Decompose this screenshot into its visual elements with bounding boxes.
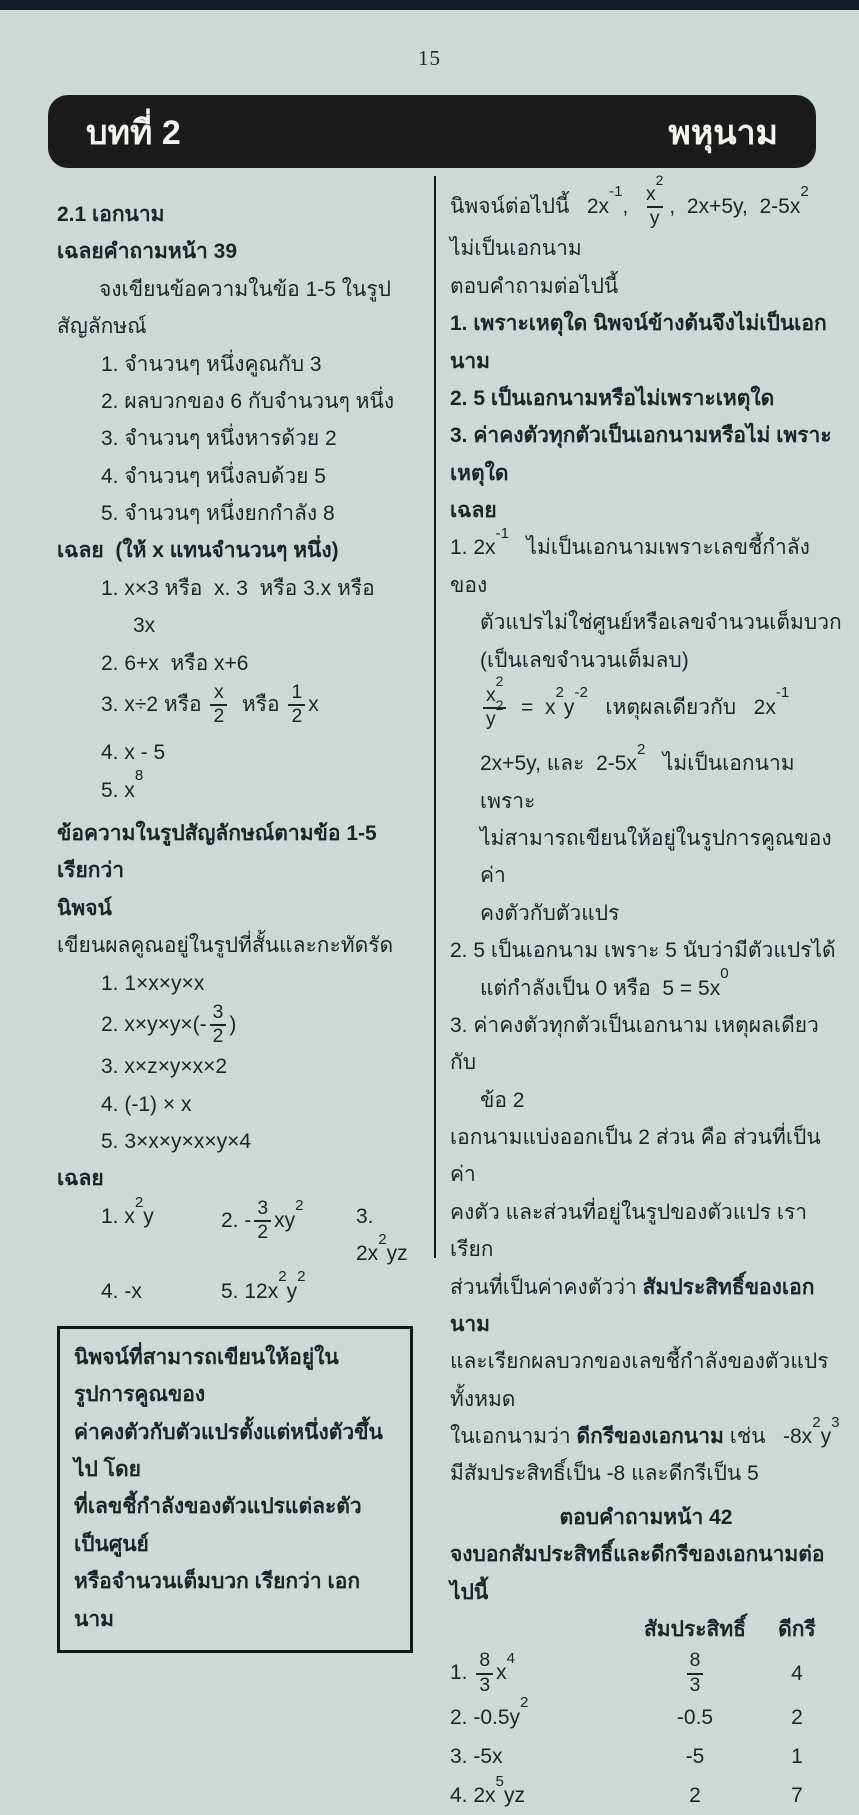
product-answer: 4. -x xyxy=(101,1279,142,1303)
answer-line: 4. x - 5 xyxy=(101,741,166,765)
product-answer: 3. $2x^2yz$ xyxy=(356,1204,408,1266)
answer-line: 3. ค่าคงตัวทุกตัวเป็นเอกนาม เหตุผลเดียวกับ xyxy=(450,1013,819,1075)
answer-line: ข้อ 2 xyxy=(480,1088,525,1112)
coefficient-value: $\frac{8}{3}$ xyxy=(638,1650,752,1696)
product-item: 4. (-1) × x xyxy=(101,1092,192,1116)
definition-line: หรือจำนวนเต็มบวก เรียกว่า เอกนาม xyxy=(74,1570,361,1631)
question-item: 2. 5 เป็นเอกนามหรือไม่เพราะเหตุใด xyxy=(450,386,775,410)
table-row xyxy=(450,1694,842,1736)
table-row xyxy=(450,1738,842,1775)
note-line: นิพจน์ xyxy=(57,896,112,920)
column-header-degree: ดีกรี xyxy=(778,1617,816,1641)
header-spacer xyxy=(450,1611,638,1648)
definition-line: ค่าคงตัวกับตัวแปรตั้งแต่หนึ่งตัวขึ้นไป โดย xyxy=(74,1420,383,1482)
table-row xyxy=(450,1773,842,1814)
product-instruction: เขียนผลคูณอยู่ในรูปที่สั้นและกะทัดรัด xyxy=(57,934,394,958)
paragraph-line: ส่วนที่เป็นค่าคงตัวว่า สัมประสิทธิ์ของเอกนาม xyxy=(450,1275,815,1336)
paragraph-line: มีสัมประสิทธิ์เป็น -8 และดีกรีเป็น 5 xyxy=(450,1462,759,1486)
monomial-expression: 2. $-0.5y^2$ xyxy=(450,1694,529,1729)
left-column xyxy=(57,196,425,1653)
answer-line: $\frac{x^2}{y^2}$ = $x^2y^{-2}$ เหตุผลเดียวกับ $2x^{-1}$ xyxy=(450,685,842,731)
definition-line: ที่เลขชี้กำลังของตัวแปรแต่ละตัวเป็นศูนย์ xyxy=(74,1495,362,1556)
chapter-label: บทที่ 2 xyxy=(86,113,181,152)
exercise-item: 2. ผลบวกของ 6 กับจำนวนๆ หนึ่ง xyxy=(101,389,395,413)
exercise-item: 1. จำนวนๆ หนึ่งคูณกับ 3 xyxy=(101,352,322,376)
chapter-title: พหุนาม xyxy=(668,113,778,152)
degree-value: 4 xyxy=(791,1661,803,1685)
intro-line: นิพจน์ต่อไปนี้ $2x^{-1}$, $\frac{x^2}{y}$ , 2x+5y, $2-5x^2$ xyxy=(450,171,809,230)
product-answer: 5. $12x^2y^2$ xyxy=(221,1268,306,1303)
monomial-expression: 3. -5x xyxy=(450,1745,503,1769)
answer-line: 2x+5y, และ $2-5x^2$ ไม่เป็นเอกนามเพราะ xyxy=(480,741,795,813)
coefficient-degree-table xyxy=(450,1611,842,1815)
degree-value: 2 xyxy=(791,1705,803,1729)
question-item: 3. ค่าคงตัวทุกตัวเป็นเอกนามหรือไม่ เพราะเหตุใด xyxy=(450,424,832,485)
question-item: 1. เพราะเหตุใด นิพจน์ข้างต้นจึงไม่เป็นเอกนาม xyxy=(450,312,827,373)
product-answer: 1. $x^2y$ xyxy=(101,1193,154,1228)
column-divider xyxy=(434,176,436,1258)
answer-line: ตัวแปรไม่ใช่ศูนย์หรือเลขจำนวนเต็มบวก xyxy=(480,611,842,635)
answer-line: (เป็นเลขจำนวนเต็มลบ) xyxy=(480,648,689,672)
answer-line: 3. x÷2 หรือ $\frac{x}{2}$ หรือ $\frac{1}{2}$ x xyxy=(101,681,319,728)
product-answers-row xyxy=(57,1193,425,1273)
answer-line: คงตัวกับตัวแปร xyxy=(480,901,620,925)
table-header-row xyxy=(450,1611,842,1648)
monomial-expression: 1. $\frac{8}{3}$ $x^4$ xyxy=(450,1649,516,1696)
product-answer: 2. - $\frac{3}{2}$ $xy^2$ xyxy=(221,1197,304,1244)
right-column xyxy=(450,171,842,1815)
answers-heading: เฉลย xyxy=(450,499,497,523)
product-item: 5. 3×x×y×x×y×4 xyxy=(101,1130,252,1154)
answer-line: ไม่สามารถเขียนให้อยู่ในรูปการคูณของค่า xyxy=(480,827,832,888)
answer-line: 5. $x^8$ xyxy=(101,767,144,802)
chapter-header-bar xyxy=(48,95,816,168)
product-item: 3. x×z×y×x×2 xyxy=(101,1055,228,1079)
degree-value: 7 xyxy=(791,1784,803,1808)
intro-line: สัญลักษณ์ xyxy=(57,315,147,339)
page42-heading: ตอบคำถามหน้า 42 xyxy=(559,1505,733,1529)
product-answers-row xyxy=(57,1268,425,1310)
intro-line: ไม่เป็นเอกนาม xyxy=(450,237,582,261)
answer-line: 2. 5 เป็นเอกนาม เพราะ 5 นับว่ามีตัวแปรได้ xyxy=(450,939,836,963)
paragraph-line: และเรียกผลบวกของเลขชี้กำลังของตัวแปรทั้งหมด xyxy=(450,1350,829,1411)
degree-value: 1 xyxy=(791,1745,803,1769)
scan-edge xyxy=(0,0,859,10)
questions-heading: ตอบคำถามต่อไปนี้ xyxy=(450,274,619,298)
definition-box xyxy=(57,1326,413,1653)
coefficient-value: 2 xyxy=(689,1784,701,1808)
coefficient-value: -0.5 xyxy=(676,1705,714,1729)
answer-line: 2. 6+x หรือ x+6 xyxy=(101,651,249,675)
exercise-item: 5. จำนวนๆ หนึ่งยกกำลัง 8 xyxy=(101,502,335,525)
coefficient-value: -5 xyxy=(685,1745,705,1769)
intro-line: จงเขียนข้อความในข้อ 1-5 ในรูป xyxy=(99,277,392,301)
product-answer-heading: เฉลย xyxy=(57,1167,104,1191)
answer-line: 3x xyxy=(133,614,156,638)
answer-heading: เฉลย (ให้ x แทนจำนวนๆ หนึ่ง) xyxy=(57,539,339,563)
note-line: ข้อความในรูปสัญลักษณ์ตามข้อ 1-5 เรียกว่า xyxy=(57,822,383,883)
product-item: 1. 1×x×y×x xyxy=(101,971,205,995)
paragraph-line: คงตัว และส่วนที่อยู่ในรูปของตัวแปร เราเรียก xyxy=(450,1200,808,1262)
page-number: 15 xyxy=(418,46,441,70)
paragraph-line: เอกนามแบ่งออกเป็น 2 ส่วน คือ ส่วนที่เป็นค่า xyxy=(450,1126,821,1187)
column-header-coefficient: สัมประสิทธิ์ xyxy=(643,1617,746,1641)
section-heading: 2.1 เอกนาม xyxy=(57,203,165,226)
paragraph-line: ในเอกนามว่า ดีกรีของเอกนาม เช่น $-8x^2y^3$ xyxy=(450,1413,840,1449)
page42-instruction: จงบอกสัมประสิทธิ์และดีกรีของเอกนามต่อไปนี้ xyxy=(450,1543,825,1604)
answer-line: 1. x×3 หรือ x. 3 หรือ 3.x หรือ xyxy=(101,576,375,600)
monomial-expression: 4. $2x^5yz$ xyxy=(450,1773,525,1808)
definition-line: นิพจน์ที่สามารถเขียนให้อยู่ในรูปการคูณของ xyxy=(74,1345,339,1407)
exercise-item: 4. จำนวนๆ หนึ่งลบด้วย 5 xyxy=(101,464,326,488)
exercise-item: 3. จำนวนๆ หนึ่งหารด้วย 2 xyxy=(101,427,337,451)
answer-line: 1. $2x^{-1}$ ไม่เป็นเอกนามเพราะเลขชี้กำลังของ xyxy=(450,525,810,597)
answers-page-subheading: เฉลยคำถามหน้า 39 xyxy=(57,240,238,264)
answer-line: แต่กำลังเป็น 0 หรือ $5 = 5x^0$ xyxy=(480,965,729,1000)
product-item: 2. x×y×y×(- $\frac{3}{2}$ ) xyxy=(101,1001,237,1048)
table-row xyxy=(450,1650,842,1696)
